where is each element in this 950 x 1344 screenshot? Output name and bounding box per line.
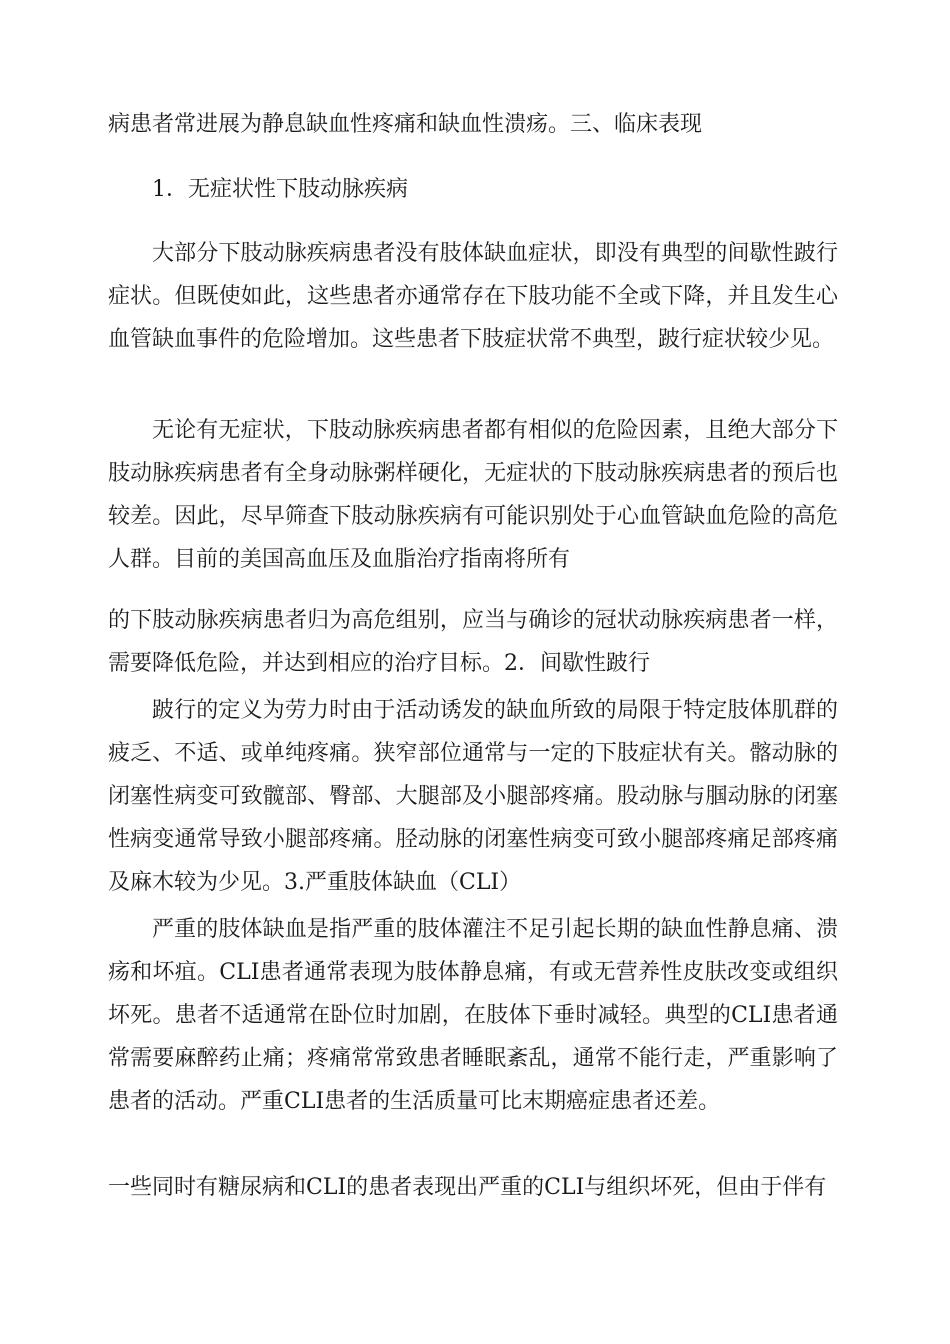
- paragraph-high-risk-group: 的下肢动脉疾病患者归为高危组别，应当与确诊的冠状动脉疾病患者一样，需要降低危险，并达到相应的治疗目标。2．间歇性跛行: [108, 608, 838, 676]
- paragraph-continuation: 病患者常进展为静息缺血性疼痛和缺血性溃疡。三、临床表现: [108, 112, 703, 137]
- paragraph-diabetes-cli: 一些同时有糖尿病和CLI的患者表现出严重的CLI与组织坏死，但由于伴有: [108, 1175, 827, 1200]
- paragraph-risk-factors: 无论有无症状，下肢动脉疾病患者都有相似的危险因素，且绝大部分下肢动脉疾病患者有全身动脉粥样硬化，无症状的下肢动脉疾病患者的预后也较差。因此，尽早筛查下肢动脉疾病有可能识别处于心血管缺血危险的高危人群。目前的美国高血压及血脂治疗指南将所有: [108, 418, 838, 572]
- paragraph-asymptomatic: 大部分下肢动脉疾病患者没有肢体缺血症状，即没有典型的间歇性跛行症状。但既使如此，这些患者亦通常存在下肢功能不全或下降，并且发生心血管缺血事件的危险增加。这些患者下肢症状常不典型，跛行症状较少见。: [108, 241, 838, 352]
- paragraph-critical-limb-ischemia: 严重的肢体缺血是指严重的肢体灌注不足引起长期的缺血性静息痛、溃疡和坏疽。CLI患者通常表现为肢体静息痛，有或无营养性皮肤改变或组织坏死。患者不适通常在卧位时加剧，在肢体下垂时减轻。典型的CLI患者通常需要麻醉药止痛；疼痛常常致患者睡眠紊乱，通常不能行走，严重影响了患者的活动。严重CLI患者的生活质量可比末期癌症患者还差。: [108, 917, 838, 1114]
- section-heading-asymptomatic: 1．无症状性下肢动脉疾病: [152, 177, 408, 202]
- paragraph-claudication: 跛行的定义为劳力时由于活动诱发的缺血所致的局限于特定肢体肌群的疲乏、不适、或单纯疼痛。狭窄部位通常与一定的下肢症状有关。髂动脉的闭塞性病变可致髋部、臀部、大腿部及小腿部疼痛。股动脉与腘动脉的闭塞性病变通常导致小腿部疼痛。胫动脉的闭塞性病变可致小腿部疼痛足部疼痛及麻木较为少见。3.严重肢体缺血（CLI）: [108, 698, 838, 895]
